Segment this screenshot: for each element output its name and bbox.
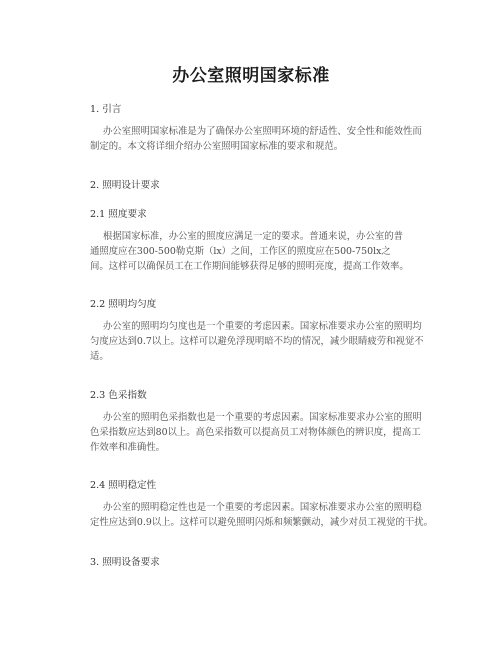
paragraph-color-index — [90, 410, 420, 455]
paragraph-uniformity — [90, 319, 424, 364]
paragraph-stability — [90, 500, 434, 530]
paragraph-line: 适。 — [90, 351, 109, 362]
section-heading-introduction: 1. 引言 — [90, 104, 122, 115]
paragraph-illuminance — [90, 229, 420, 274]
paragraph-line: 根据国家标准，办公室的照度应满足一定的要求。普通来说，办公室的普 — [103, 231, 404, 242]
section-heading-uniformity: 2.2 照明均匀度 — [90, 299, 157, 310]
paragraph-line: 匀度应达到0.7以上。这样可以避免浮现明暗不均的情况，减少眼睛疲劳和视觉不 — [90, 336, 424, 347]
paragraph-line: 定性应达到0.9以上。这样可以避免照明闪烁和频繁颤动，减少对员工视觉的干扰。 — [90, 517, 434, 528]
paragraph-line: 色采指数应达到80以上。高色采指数可以提高员工对物体颜色的辨识度，提高工 — [90, 427, 421, 438]
section-heading-equipment: 3. 照明设备要求 — [90, 557, 160, 568]
paragraph-line: 间。这样可以确保员工在工作期间能够获得足够的照明亮度，提高工作效率。 — [90, 261, 409, 272]
paragraph-line: 制定的。本文将详细介绍办公室照明国家标准的要求和规范。 — [90, 141, 344, 152]
paragraph-line: 作效率和准确性。 — [90, 442, 166, 453]
section-heading-lighting-design: 2. 照明设计要求 — [90, 180, 160, 191]
paragraph-line: 办公室的照明均匀度也是一个重要的考虑因素。国家标准要求办公室的照明均 — [103, 321, 422, 332]
paragraph-line: 办公室的照明稳定性也是一个重要的考虑因素。国家标准要求办公室的照明稳 — [103, 502, 422, 513]
paragraph-line: 办公室照明国家标准是为了确保办公室照明环境的舒适性、安全性和能效性而 — [103, 126, 422, 137]
paragraph-line: 通照度应在300-500勒克斯（lx）之间，工作区的照度应在500-750lx之 — [90, 246, 391, 257]
paragraph-line: 办公室的照明色采指数也是一个重要的考虑因素。国家标准要求办公室的照明 — [103, 412, 422, 423]
section-heading-illuminance: 2.1 照度要求 — [90, 209, 147, 220]
paragraph-introduction — [90, 124, 420, 154]
section-heading-color-index: 2.3 色采指数 — [90, 390, 147, 401]
section-heading-stability: 2.4 照明稳定性 — [90, 480, 157, 491]
document-title: 办公室照明国家标准 — [172, 66, 330, 86]
